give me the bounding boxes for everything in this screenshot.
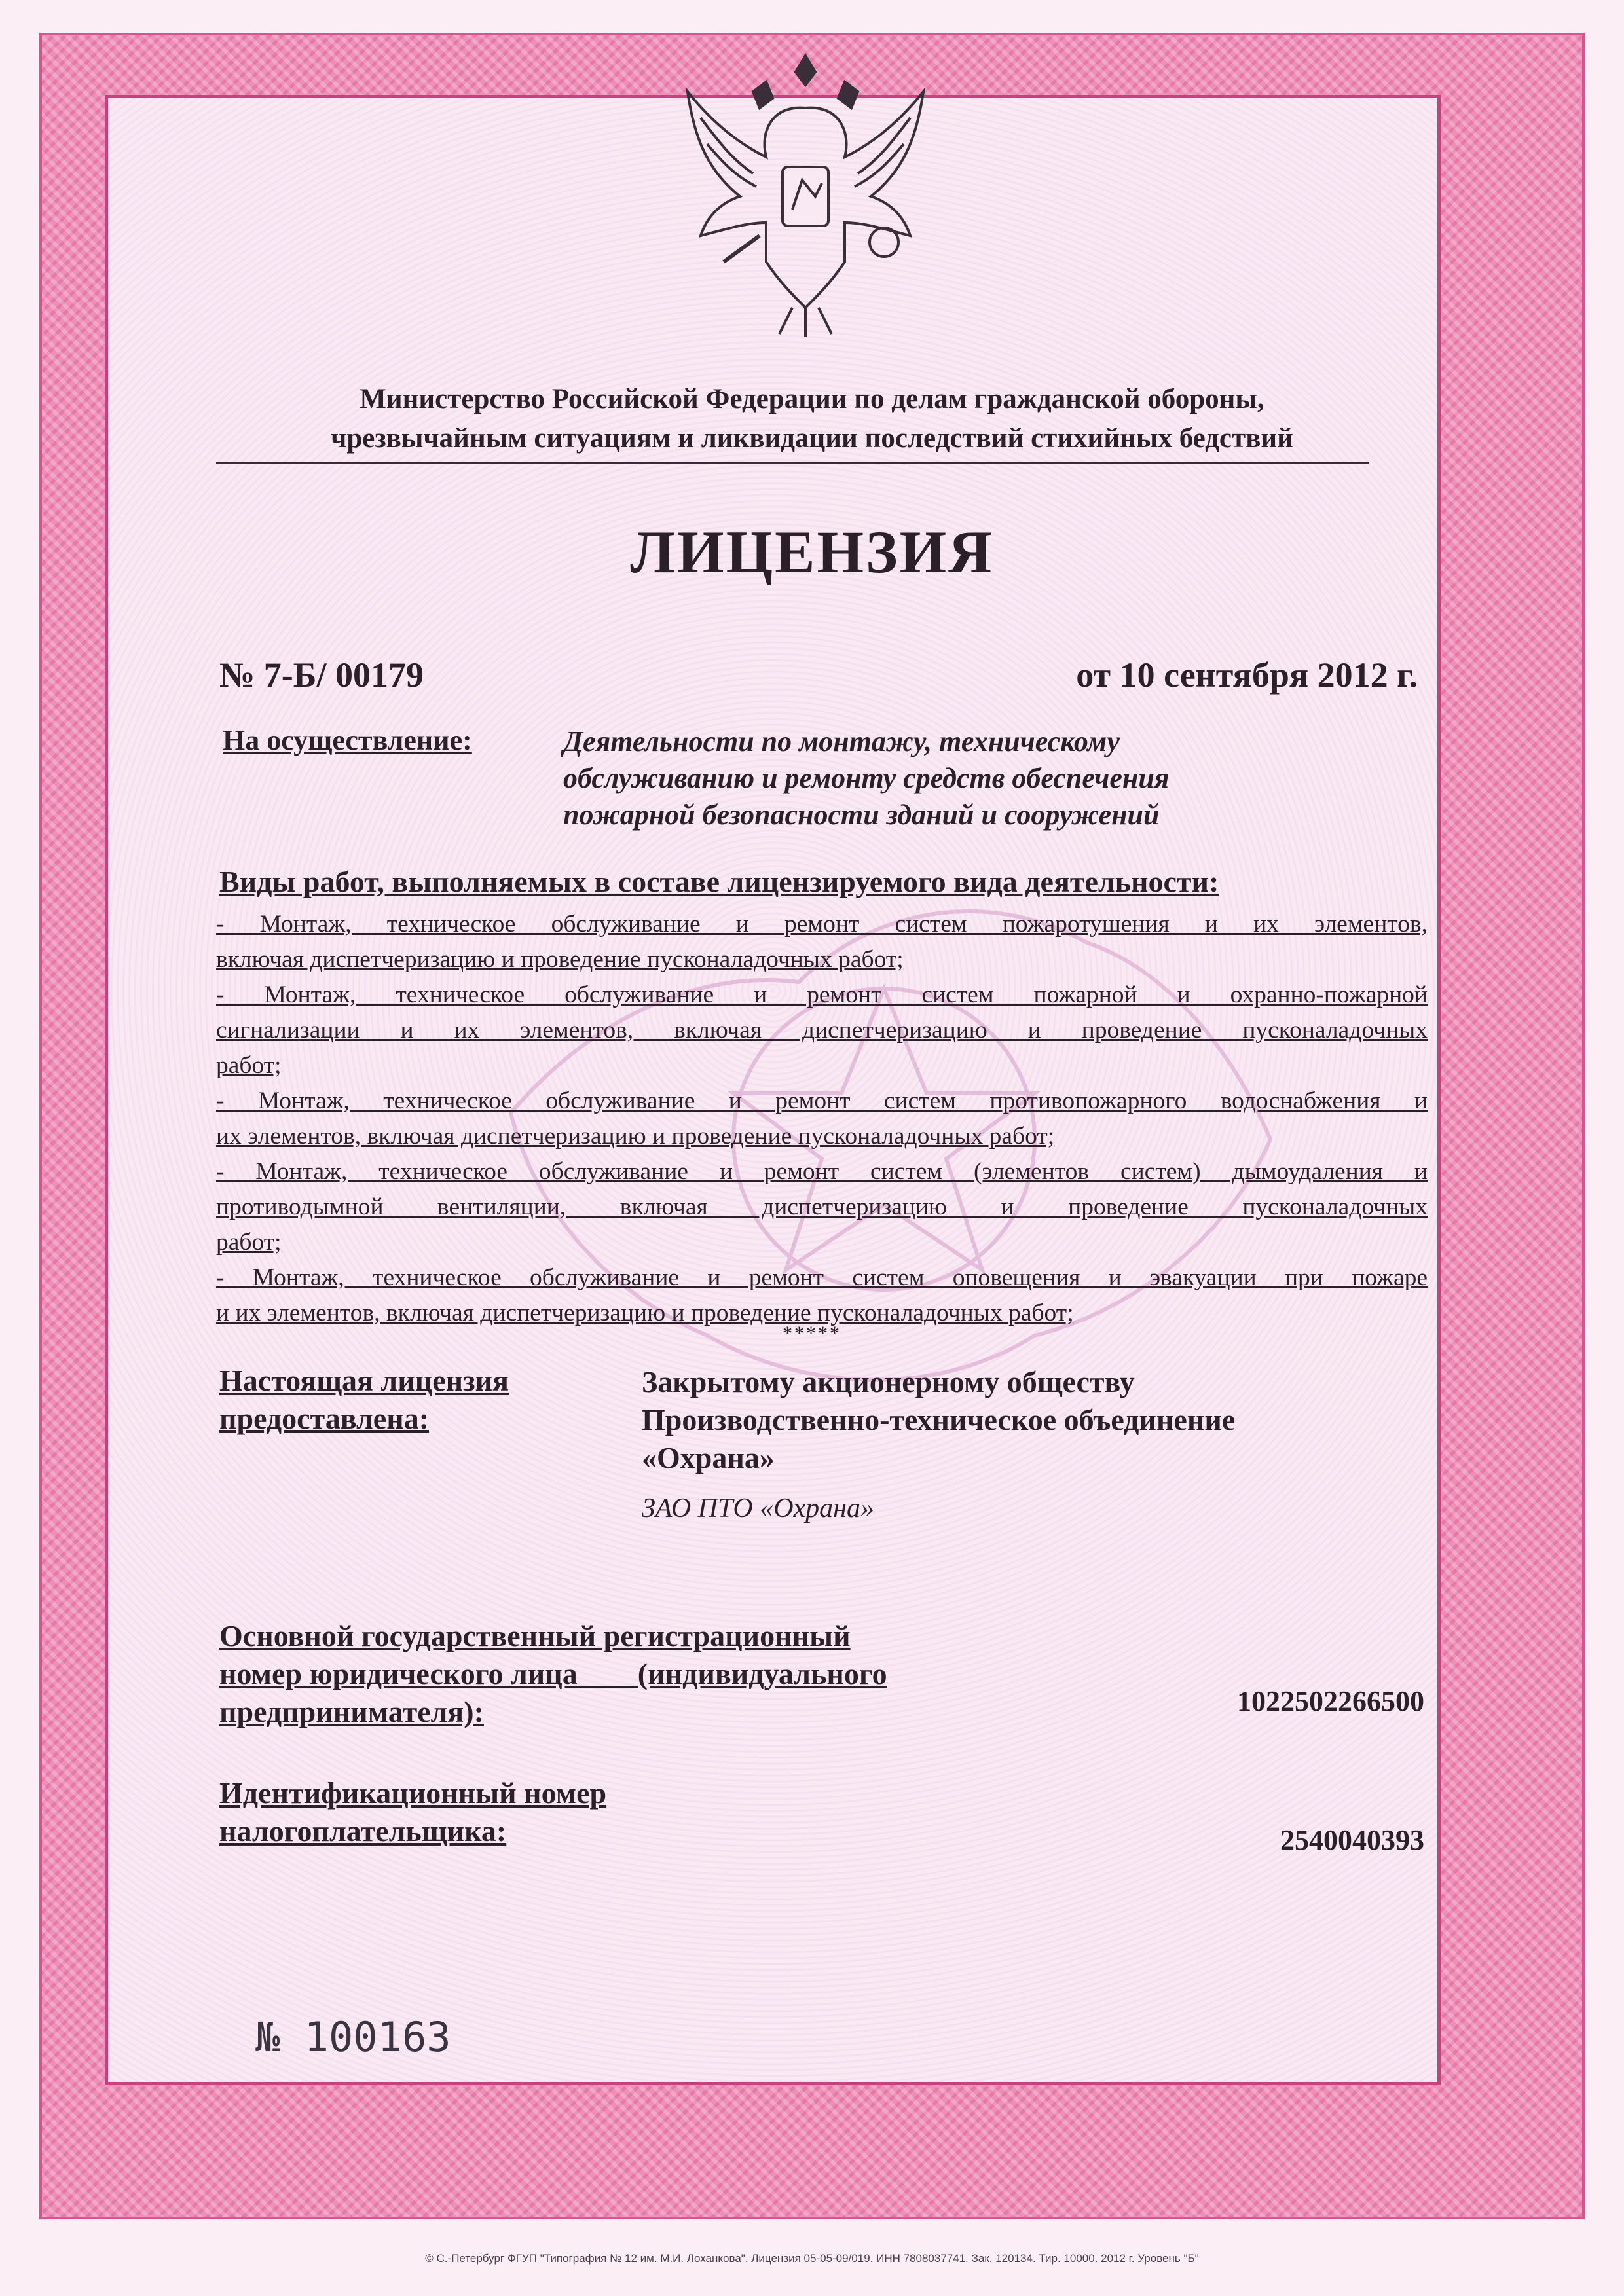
activity-line: Деятельности по монтажу, техническому: [563, 725, 1120, 757]
activity-description: [563, 723, 1441, 833]
ministry-underline: [216, 462, 1369, 464]
inn-value: 2540040393: [1280, 1824, 1424, 1856]
works-line: противодымной вентиляции, включая диспетчеризацию и проведение пусконаладочных: [216, 1194, 1428, 1220]
section-separator: *****: [783, 1322, 841, 1344]
works-line: - Монтаж, техническое обслуживание и ремонт систем (элементов систем) дымоудаления и: [216, 1158, 1428, 1185]
works-line: работ;: [216, 1052, 282, 1079]
ogrn-label-line: Основной государственный регистрационный: [219, 1619, 851, 1652]
grantee-org-line: Производственно-техническое объединение: [642, 1403, 1236, 1436]
works-line: - Монтаж, техническое обслуживание и ремонт систем пожаротушения и их элементов,: [216, 911, 1428, 938]
works-line: работ;: [216, 1229, 282, 1256]
works-line: - Монтаж, техническое обслуживание и ремонт систем противопожарного водоснабжения и: [216, 1087, 1428, 1114]
works-line: - Монтаж, техническое обслуживание и ремонт систем пожарной и охранно-пожарной: [216, 981, 1428, 1008]
activity-line: обслуживанию и ремонту средств обеспечения: [563, 762, 1170, 794]
russian-double-headed-eagle-icon: [661, 46, 950, 347]
blank-serial-number: № 100163: [255, 2013, 451, 2061]
grantee-org-line: Закрытому акционерному обществу: [642, 1365, 1135, 1398]
grantee-label-line: Настоящая лицензия: [219, 1364, 509, 1397]
printer-imprint: © С.-Петербург ФГУП "Типография № 12 им. М.И. Лоханкова". Лицензия 05-05-09/019. ИНН 7808037741. Зак. 120134. Тир. 10000. 2012 г. Уровень "Б": [425, 2252, 1199, 2265]
inn-label-line: налогоплательщика:: [219, 1814, 507, 1848]
works-line: - Монтаж, техническое обслуживание и ремонт систем оповещения и эвакуации при пожаре: [216, 1264, 1428, 1291]
ogrn-label-line: номер юридического лица (индивидуального: [219, 1657, 887, 1690]
works-line: сигнализации и их элементов, включая диспетчеризацию и проведение пусконаладочных: [216, 1017, 1428, 1044]
ogrn-value: 1022502266500: [1237, 1685, 1424, 1717]
grantee-label: [219, 1362, 509, 1438]
grantee-short-name: ЗАО ПТО «Охрана»: [642, 1493, 875, 1523]
works-line: и их элементов, включая диспетчеризацию и проведение пусконаладочных работ;: [216, 1300, 1074, 1326]
inn-label-line: Идентификационный номер: [219, 1776, 607, 1810]
ogrn-label-line: предпринимателя):: [219, 1695, 484, 1728]
document-title: ЛИЦЕНЗИЯ: [630, 519, 994, 585]
inn-label: [219, 1774, 606, 1850]
activity-line: пожарной безопасности зданий и сооружений: [563, 799, 1160, 831]
license-date: от 10 сентября 2012 г.: [1076, 655, 1418, 695]
license-number: № 7-Б/ 00179: [219, 655, 424, 695]
ministry-name-line-2: чрезвычайным ситуациям и ликвидации последствий стихийных бедствий: [331, 423, 1293, 454]
works-line: их элементов, включая диспетчеризацию и проведение пусконаладочных работ;: [216, 1123, 1055, 1150]
grantee-label-line: предоставлена:: [219, 1402, 430, 1435]
works-heading: Виды работ, выполняемых в составе лицензируемого вида деятельности:: [219, 865, 1219, 898]
ministry-name-line-1: Министерство Российской Федерации по делам гражданской обороны,: [360, 384, 1264, 414]
grantee-org-line: «Охрана»: [642, 1441, 775, 1474]
ministry-name: [196, 380, 1428, 458]
grantee-organization: [642, 1363, 1235, 1477]
ogrn-label: [219, 1617, 1005, 1731]
works-list: [216, 907, 1428, 1331]
activity-label: На осуществление:: [223, 724, 472, 756]
works-line: включая диспетчеризацию и проведение пусконаладочных работ;: [216, 946, 904, 973]
